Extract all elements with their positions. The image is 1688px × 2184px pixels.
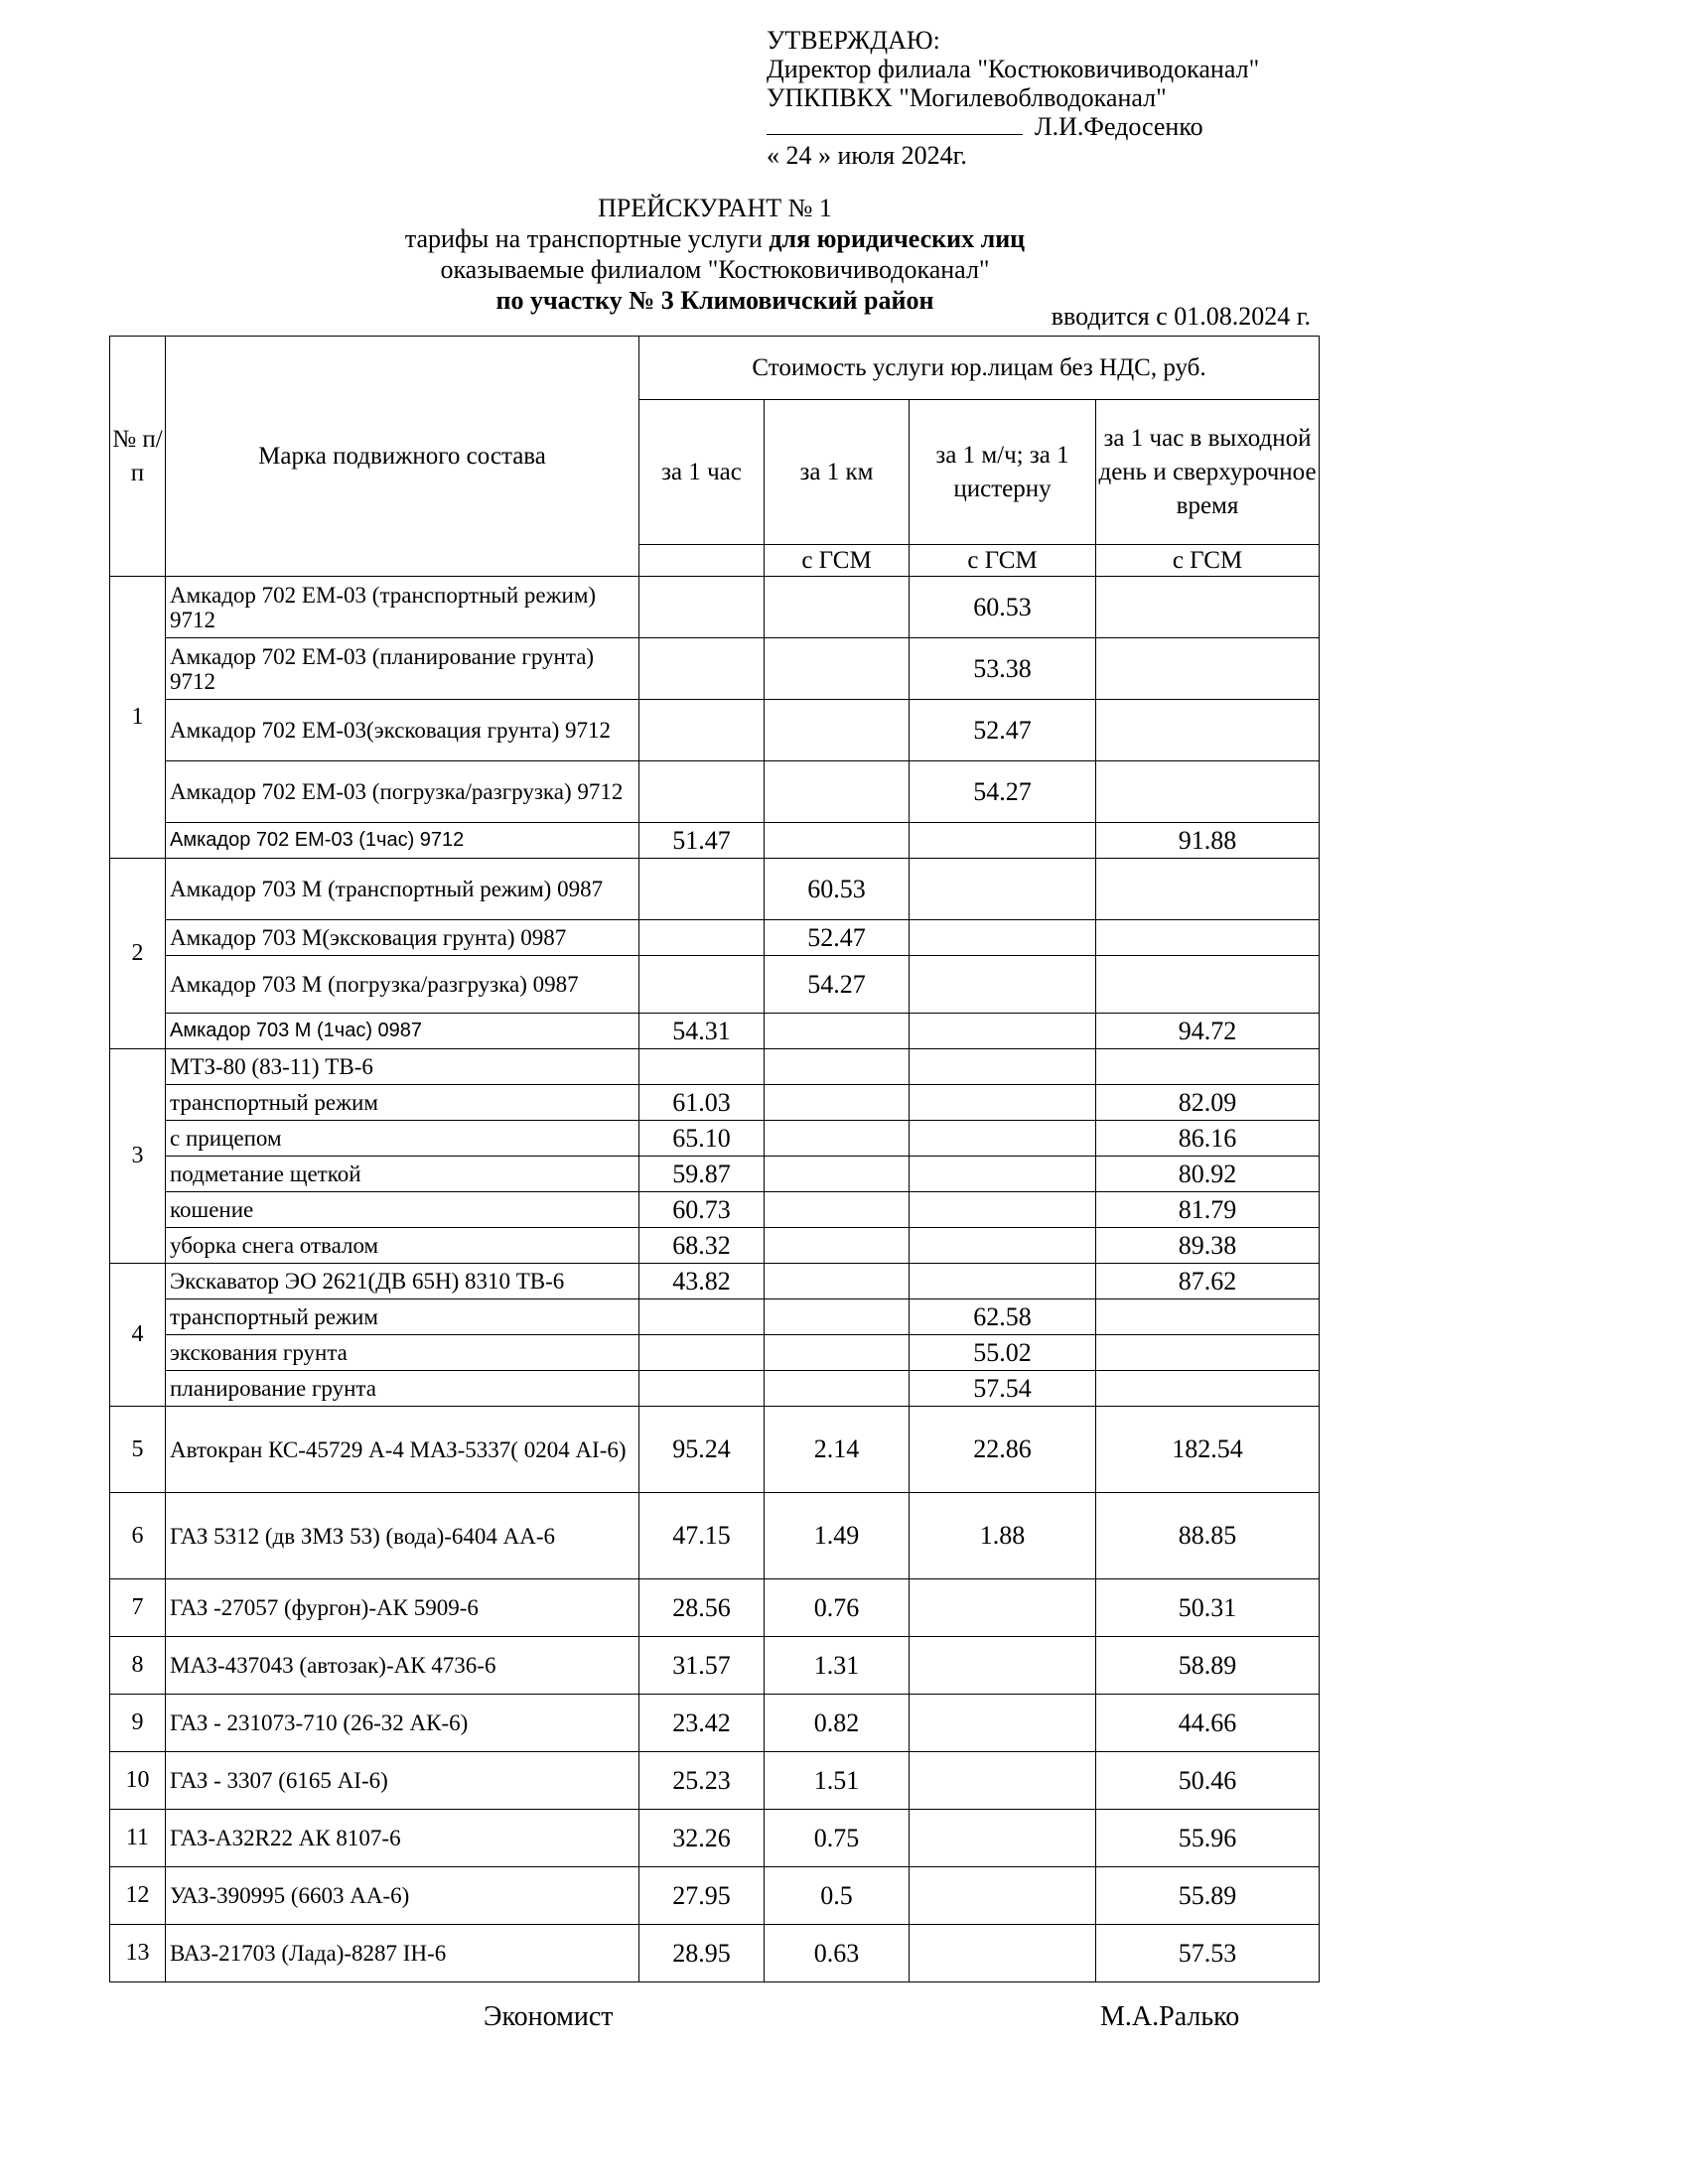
price-per-motor-hour (910, 859, 1096, 920)
table-row (110, 761, 1320, 823)
header-number: № п/п (110, 337, 166, 577)
price-per-motor-hour: 22.86 (910, 1407, 1096, 1493)
title-line-2 (0, 223, 1430, 254)
title-line-3: оказываемые филиалом "Костюковичиводоканал" (440, 255, 990, 284)
price-weekend-hour: 89.38 (1096, 1228, 1320, 1264)
table-row (110, 1867, 1320, 1925)
table-row (110, 1493, 1320, 1579)
price-per-motor-hour: 57.54 (910, 1371, 1096, 1407)
price-per-hour: 61.03 (639, 1085, 765, 1121)
document-title (0, 193, 1430, 316)
price-per-hour (639, 761, 765, 823)
row-number: 8 (110, 1637, 166, 1695)
vehicle-name: ГАЗ-А32R22 АК 8107-6 (166, 1810, 639, 1867)
vehicle-name: Амкадор 702 ЕМ-03 (транспортный режим) 9712 (166, 577, 639, 638)
price-per-motor-hour (910, 1752, 1096, 1810)
price-per-km (765, 1121, 910, 1157)
unit-weekend-hour: с ГСМ (1096, 545, 1320, 577)
row-number: 7 (110, 1579, 166, 1637)
price-per-km (765, 700, 910, 761)
vehicle-name: Амкадор 703 М (транспортный режим) 0987 (166, 859, 639, 920)
price-weekend-hour: 87.62 (1096, 1264, 1320, 1299)
price-per-motor-hour (910, 1157, 1096, 1192)
price-table (109, 336, 1320, 1982)
price-per-km: 0.63 (765, 1925, 910, 1982)
price-per-hour: 54.31 (639, 1014, 765, 1049)
row-number: 5 (110, 1407, 166, 1493)
approval-date: « 24 » июля 2024г. (767, 141, 967, 170)
price-per-hour: 65.10 (639, 1121, 765, 1157)
price-per-km (765, 823, 910, 859)
price-per-km: 0.5 (765, 1867, 910, 1925)
price-per-hour (639, 1371, 765, 1407)
row-number: 2 (110, 859, 166, 1049)
unit-per-motor-hour: с ГСМ (910, 545, 1096, 577)
price-weekend-hour (1096, 638, 1320, 700)
price-per-hour: 27.95 (639, 1867, 765, 1925)
title-line-1: ПРЕЙСКУРАНТ № 1 (598, 194, 832, 222)
price-per-motor-hour: 62.58 (910, 1299, 1096, 1335)
price-weekend-hour: 86.16 (1096, 1121, 1320, 1157)
approval-organization: УПКПВКХ "Могилевоблводоканал" (767, 83, 1167, 112)
table-row (110, 1192, 1320, 1228)
price-table-body (110, 577, 1320, 1982)
price-per-hour: 43.82 (639, 1264, 765, 1299)
price-per-km (765, 1192, 910, 1228)
vehicle-name: Амкадор 703 М (1час) 0987 (166, 1014, 639, 1049)
approval-director: Директор филиала "Костюковичиводоканал" (767, 55, 1260, 83)
vehicle-name: планирование грунта (166, 1371, 639, 1407)
price-weekend-hour (1096, 920, 1320, 956)
table-row (110, 1157, 1320, 1192)
vehicle-name: Амкадор 703 М (погрузка/разгрузка) 0987 (166, 956, 639, 1014)
table-row (110, 638, 1320, 700)
price-per-motor-hour: 54.27 (910, 761, 1096, 823)
price-per-hour: 59.87 (639, 1157, 765, 1192)
vehicle-name: кошение (166, 1192, 639, 1228)
price-per-motor-hour (910, 1810, 1096, 1867)
row-number: 11 (110, 1810, 166, 1867)
vehicle-name: ГАЗ 5312 (дв ЗМЗ 53) (вода)-6404 АА-6 (166, 1493, 639, 1579)
price-per-km: 54.27 (765, 956, 910, 1014)
price-per-km (765, 1228, 910, 1264)
price-weekend-hour: 81.79 (1096, 1192, 1320, 1228)
price-table-header (110, 337, 1320, 577)
price-per-hour (639, 638, 765, 700)
row-number: 10 (110, 1752, 166, 1810)
price-weekend-hour: 58.89 (1096, 1637, 1320, 1695)
price-weekend-hour (1096, 859, 1320, 920)
price-per-motor-hour (910, 823, 1096, 859)
table-row (110, 1264, 1320, 1299)
price-per-km: 52.47 (765, 920, 910, 956)
price-per-hour: 95.24 (639, 1407, 765, 1493)
vehicle-name: транспортный режим (166, 1085, 639, 1121)
price-per-hour: 60.73 (639, 1192, 765, 1228)
vehicle-name: экскования грунта (166, 1335, 639, 1371)
table-row (110, 1121, 1320, 1157)
table-row (110, 1810, 1320, 1867)
price-weekend-hour: 55.96 (1096, 1810, 1320, 1867)
price-weekend-hour (1096, 956, 1320, 1014)
price-per-hour (639, 1049, 765, 1085)
price-weekend-hour (1096, 1049, 1320, 1085)
price-per-motor-hour (910, 956, 1096, 1014)
unit-per-km: с ГСМ (765, 545, 910, 577)
vehicle-name: ГАЗ - 231073-710 (26-32 АК-6) (166, 1695, 639, 1752)
price-per-motor-hour: 55.02 (910, 1335, 1096, 1371)
title-line-4-bold: по участку № 3 Климовичский район (495, 286, 934, 315)
price-per-hour (639, 859, 765, 920)
price-per-motor-hour: 53.38 (910, 638, 1096, 700)
price-per-motor-hour: 60.53 (910, 577, 1096, 638)
vehicle-name: УАЗ-390995 (6603 АА-6) (166, 1867, 639, 1925)
price-weekend-hour: 57.53 (1096, 1925, 1320, 1982)
price-per-motor-hour (910, 1264, 1096, 1299)
approval-heading: УТВЕРЖДАЮ: (767, 26, 940, 55)
price-per-km (765, 1085, 910, 1121)
price-weekend-hour: 88.85 (1096, 1493, 1320, 1579)
price-per-km (765, 577, 910, 638)
row-number: 6 (110, 1493, 166, 1579)
table-row (110, 1335, 1320, 1371)
row-number: 1 (110, 577, 166, 859)
price-per-motor-hour (910, 1695, 1096, 1752)
vehicle-name: ВАЗ-21703 (Лада)-8287 ІН-6 (166, 1925, 639, 1982)
approval-block (767, 26, 1259, 170)
price-per-motor-hour (910, 1228, 1096, 1264)
table-row (110, 1014, 1320, 1049)
price-per-km: 1.31 (765, 1637, 910, 1695)
price-per-km: 1.49 (765, 1493, 910, 1579)
vehicle-name: Амкадор 703 М(эксковация грунта) 0987 (166, 920, 639, 956)
price-per-motor-hour (910, 1579, 1096, 1637)
price-weekend-hour (1096, 700, 1320, 761)
price-per-motor-hour (910, 920, 1096, 956)
price-per-km: 0.76 (765, 1579, 910, 1637)
row-number: 13 (110, 1925, 166, 1982)
price-per-hour (639, 1335, 765, 1371)
title-line-2-prefix: тарифы на транспортные услуги (404, 224, 770, 253)
price-per-km (765, 1335, 910, 1371)
table-row (110, 1637, 1320, 1695)
price-per-km: 1.51 (765, 1752, 910, 1810)
row-number: 9 (110, 1695, 166, 1752)
vehicle-name: ГАЗ - 3307 (6165 АІ-6) (166, 1752, 639, 1810)
table-row (110, 1925, 1320, 1982)
price-per-motor-hour: 1.88 (910, 1493, 1096, 1579)
header-cost-group: Стоимость услуги юр.лицам без НДС, руб. (639, 337, 1320, 400)
price-weekend-hour: 50.31 (1096, 1579, 1320, 1637)
price-weekend-hour: 182.54 (1096, 1407, 1320, 1493)
price-per-km: 0.75 (765, 1810, 910, 1867)
table-row (110, 1371, 1320, 1407)
header-per-motor-hour: за 1 м/ч; за 1 цистерну (910, 400, 1096, 545)
header-per-km: за 1 км (765, 400, 910, 545)
price-weekend-hour: 80.92 (1096, 1157, 1320, 1192)
price-per-hour: 28.95 (639, 1925, 765, 1982)
vehicle-name: с прицепом (166, 1121, 639, 1157)
approval-signature-line (767, 112, 1259, 141)
price-per-motor-hour (910, 1867, 1096, 1925)
price-per-hour: 68.32 (639, 1228, 765, 1264)
table-row (110, 1407, 1320, 1493)
table-row (110, 1299, 1320, 1335)
signature-underline (767, 112, 1023, 135)
price-per-km: 2.14 (765, 1407, 910, 1493)
price-per-motor-hour: 52.47 (910, 700, 1096, 761)
price-per-km (765, 761, 910, 823)
vehicle-name: ГАЗ -27057 (фургон)-АК 5909-6 (166, 1579, 639, 1637)
price-weekend-hour (1096, 761, 1320, 823)
table-row (110, 956, 1320, 1014)
price-per-motor-hour (910, 1637, 1096, 1695)
price-per-km (765, 1014, 910, 1049)
price-per-hour: 32.26 (639, 1810, 765, 1867)
approval-signer: Л.И.Федосенко (1035, 112, 1203, 141)
header-weekend-hour: за 1 час в выходной день и сверхурочное время (1096, 400, 1320, 545)
table-row (110, 1695, 1320, 1752)
table-row (110, 920, 1320, 956)
vehicle-name: Амкадор 702 ЕМ-03 (планирование грунта) 9712 (166, 638, 639, 700)
table-row (110, 1228, 1320, 1264)
price-per-km (765, 1049, 910, 1085)
price-weekend-hour: 91.88 (1096, 823, 1320, 859)
table-row (110, 1752, 1320, 1810)
price-per-hour: 28.56 (639, 1579, 765, 1637)
price-per-hour (639, 1299, 765, 1335)
price-weekend-hour (1096, 577, 1320, 638)
price-per-hour: 25.23 (639, 1752, 765, 1810)
vehicle-name: транспортный режим (166, 1299, 639, 1335)
price-per-km (765, 1157, 910, 1192)
price-per-motor-hour (910, 1085, 1096, 1121)
header-per-hour: за 1 час (639, 400, 765, 545)
vehicle-name: уборка снега отвалом (166, 1228, 639, 1264)
vehicle-name: Амкадор 702 ЕМ-03 (погрузка/разгрузка) 9712 (166, 761, 639, 823)
vehicle-name: МАЗ-437043 (автозак)-АК 4736-6 (166, 1637, 639, 1695)
vehicle-name: подметание щеткой (166, 1157, 639, 1192)
price-per-hour: 47.15 (639, 1493, 765, 1579)
vehicle-name: МТЗ-80 (83-11) ТВ-6 (166, 1049, 639, 1085)
footer-signer: М.А.Ралько (1100, 2001, 1240, 2032)
table-row (110, 577, 1320, 638)
price-per-hour (639, 577, 765, 638)
row-number: 4 (110, 1264, 166, 1407)
price-weekend-hour: 82.09 (1096, 1085, 1320, 1121)
row-number: 12 (110, 1867, 166, 1925)
price-per-km (765, 1371, 910, 1407)
table-row (110, 1085, 1320, 1121)
footer-position: Экономист (484, 2001, 614, 2032)
price-per-motor-hour (910, 1925, 1096, 1982)
vehicle-name: Автокран КС-45729 А-4 МАЗ-5337( 0204 АІ-6) (166, 1407, 639, 1493)
price-per-hour: 51.47 (639, 823, 765, 859)
price-weekend-hour (1096, 1299, 1320, 1335)
price-per-km: 60.53 (765, 859, 910, 920)
price-per-motor-hour (910, 1014, 1096, 1049)
header-vehicle: Марка подвижного состава (166, 337, 639, 577)
vehicle-name: Амкадор 702 ЕМ-03 (1час) 9712 (166, 823, 639, 859)
price-per-hour: 31.57 (639, 1637, 765, 1695)
price-weekend-hour: 94.72 (1096, 1014, 1320, 1049)
table-row (110, 823, 1320, 859)
price-per-motor-hour (910, 1121, 1096, 1157)
price-per-motor-hour (910, 1192, 1096, 1228)
price-weekend-hour: 44.66 (1096, 1695, 1320, 1752)
price-per-km (765, 638, 910, 700)
unit-per-hour (639, 545, 765, 577)
price-per-km (765, 1299, 910, 1335)
vehicle-name: Экскаватор ЭО 2621(ДВ 65Н) 8310 ТВ-6 (166, 1264, 639, 1299)
price-weekend-hour (1096, 1371, 1320, 1407)
price-weekend-hour (1096, 1335, 1320, 1371)
price-weekend-hour: 50.46 (1096, 1752, 1320, 1810)
row-number: 3 (110, 1049, 166, 1264)
price-per-hour: 23.42 (639, 1695, 765, 1752)
table-row (110, 1579, 1320, 1637)
vehicle-name: Амкадор 702 ЕМ-03(эксковация грунта) 9712 (166, 700, 639, 761)
title-line-2-bold: для юридических лиц (769, 224, 1026, 253)
price-per-km (765, 1264, 910, 1299)
table-row (110, 1049, 1320, 1085)
table-row (110, 859, 1320, 920)
price-per-motor-hour (910, 1049, 1096, 1085)
price-per-hour (639, 956, 765, 1014)
effective-date: вводится с 01.08.2024 г. (1051, 302, 1311, 331)
price-weekend-hour: 55.89 (1096, 1867, 1320, 1925)
price-per-km: 0.82 (765, 1695, 910, 1752)
table-row (110, 700, 1320, 761)
price-per-hour (639, 700, 765, 761)
price-per-hour (639, 920, 765, 956)
